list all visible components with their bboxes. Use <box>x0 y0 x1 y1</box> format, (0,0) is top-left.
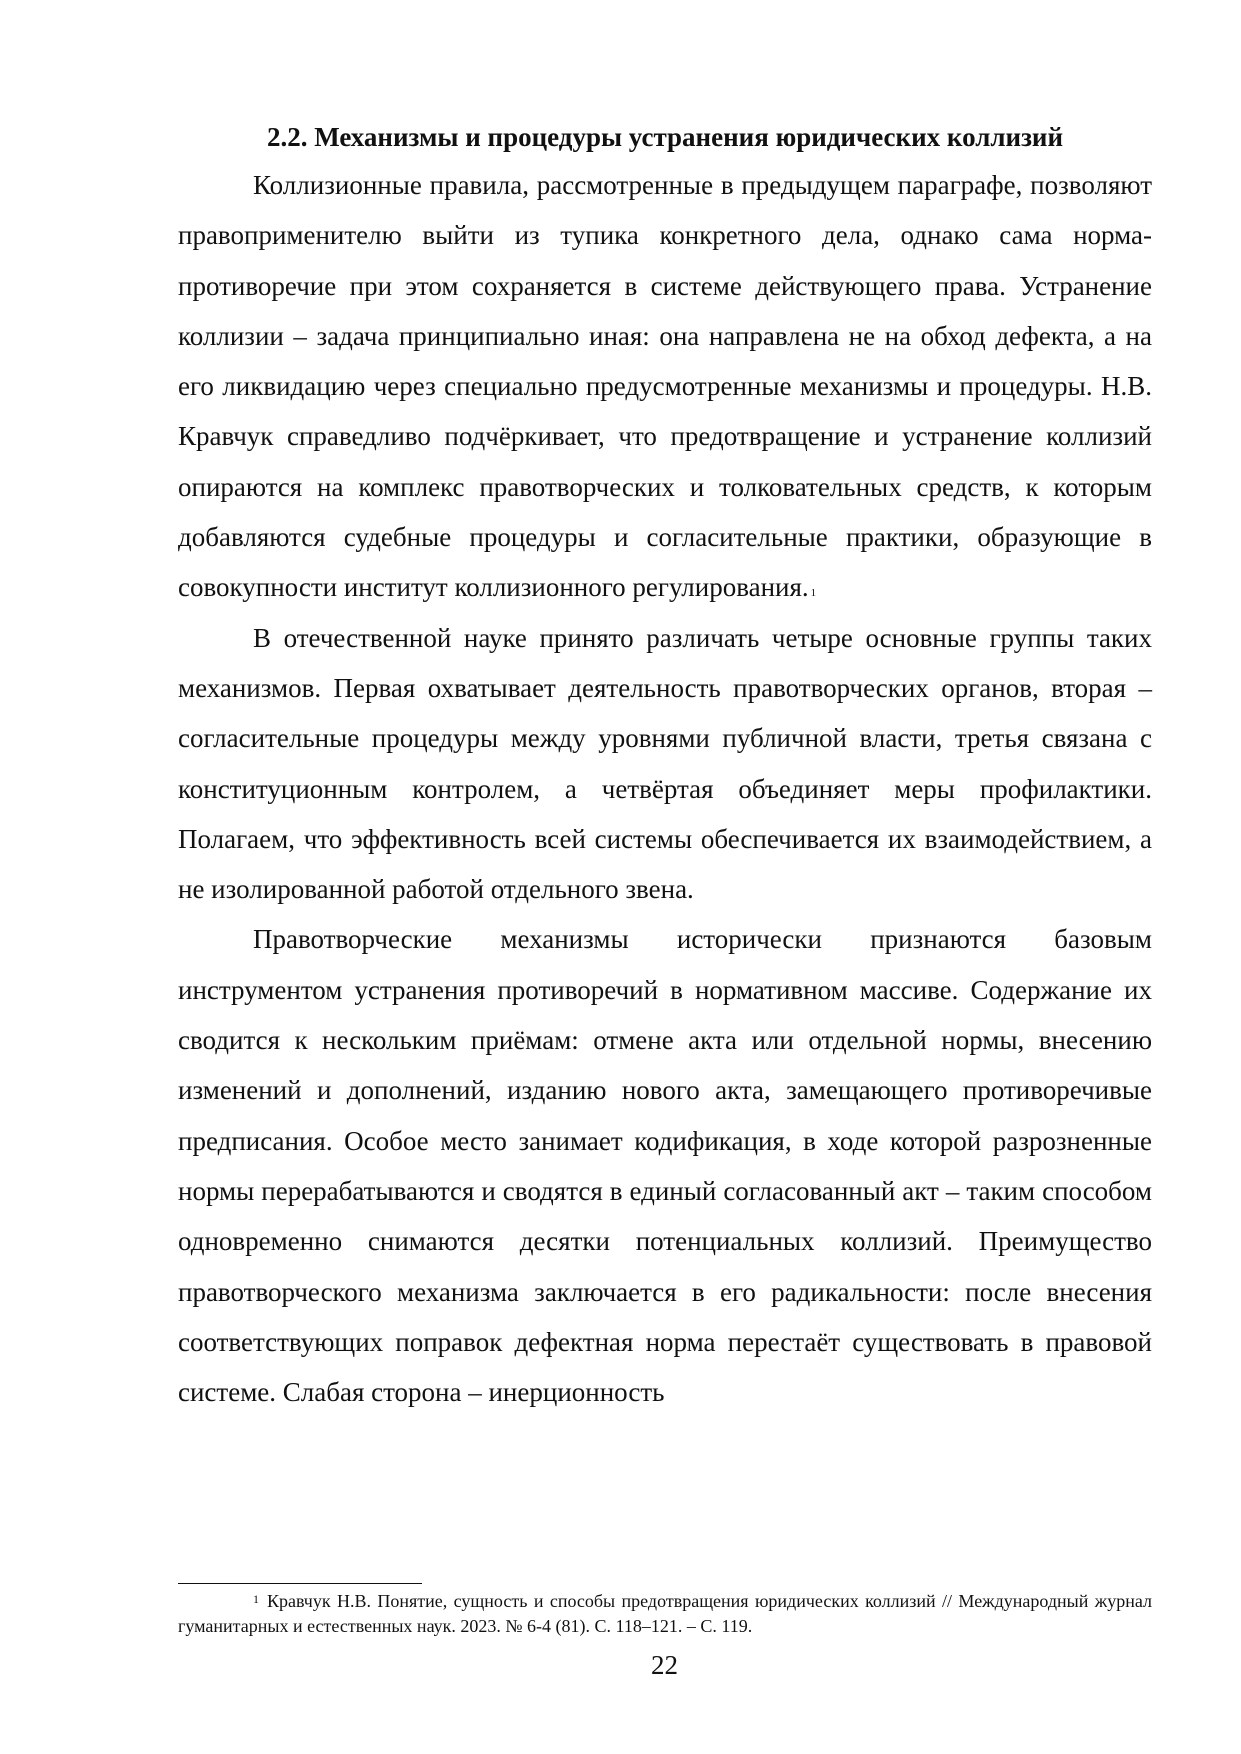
body-text <box>178 160 1152 1417</box>
section-heading: 2.2. Механизмы и процедуры устранения юридических коллизий <box>266 122 1064 152</box>
paragraph-text: Коллизионные правила, рассмотренные в предыдущем параграфе, позволяют правоприменителю выйти из тупика конкретного дела, однако сама норма-противоречие при этом сохраняется в системе действующего права. Устранение коллизии – задача принципиально иная: она направлена не на обход дефекта, а на его ликвидацию через специально предусмотренные механизмы и процедуры. Н.В. Кравчук справедливо подчёркивает, что предотвращение и устранение коллизий опираются на комплекс правотворческих и толковательных средств, к которым добавляются судебные процедуры и согласительные практики, образующие в совокупности институт коллизионного регулирования. <box>178 170 1152 603</box>
paragraph-3 <box>178 914 1152 1417</box>
paragraph-1 <box>178 160 1152 613</box>
footnote-reference[interactable]: 1 <box>810 587 817 600</box>
footnote <box>178 1589 1152 1639</box>
page-number: 22 <box>651 1650 678 1680</box>
paragraph-text: Правотворческие механизмы исторически признаются базовым инструментом устранения противоречий в нормативном массиве. Содержание их сводится к нескольким приёмам: отмене акта или отдельной нормы, внесению изменений и дополнений, изданию нового акта, замещающего противоречивые предписания. Особое место занимает кодификация, в ходе которой разрозненные нормы перерабатываются и сводятся в единый согласованный акт – таким способом одновременно снимаются десятки потенциальных коллизий. Преимущество правотворческого механизма заключается в его радикальности: после внесения соответствующих поправок дефектная норма перестаёт существовать в правовой системе. Слабая сторона – инерционность <box>178 924 1152 1408</box>
footnote-number: 1 <box>253 1592 259 1606</box>
footnote-text: Кравчук Н.В. Понятие, сущность и способы предотвращения юридических коллизий // Международный журнал гуманитарных и естественных наук. 2023. № 6-4 (81). С. 118–121. – С. 119. <box>178 1591 1152 1636</box>
paragraph-2 <box>178 613 1152 915</box>
paragraph-text: В отечественной науке принято различать четыре основные группы таких механизмов. Первая охватывает деятельность правотворческих органов, вторая – согласительные процедуры между уровнями публичной власти, третья связана с конституционным контролем, а четвёртая объединяет меры профилактики. Полагаем, что эффективность всей системы обеспечивается их взаимодействием, а не изолированной работой отдельного звена. <box>178 622 1152 905</box>
footnote-separator <box>178 1583 422 1584</box>
